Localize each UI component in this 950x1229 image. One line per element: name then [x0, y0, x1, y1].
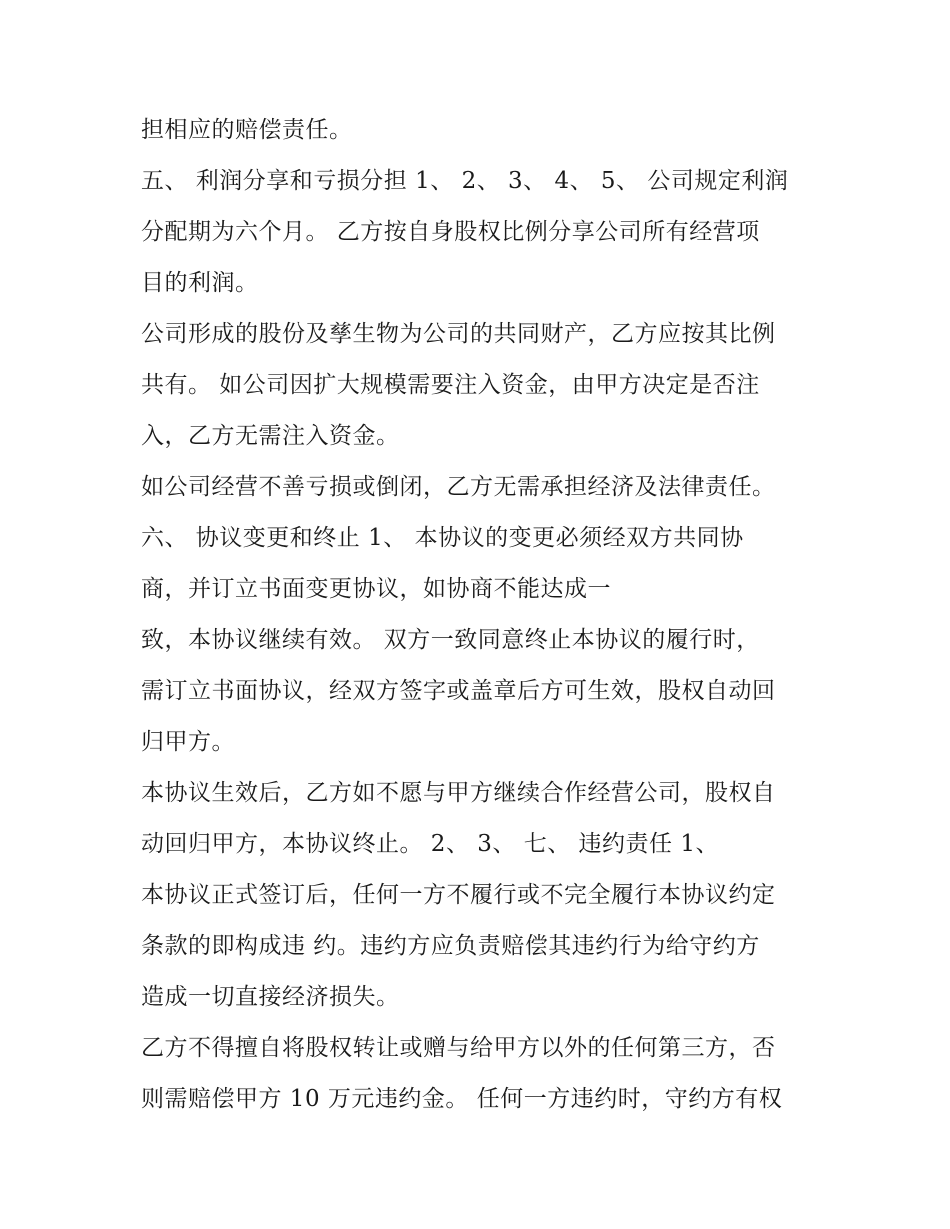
text-line: 乙方不得擅自将股权转让或赠与给甲方以外的任何第三方，否 — [141, 1035, 776, 1061]
text-line: 本协议正式签订后，任何一方不履行或不完全履行本协议约定 — [141, 882, 776, 908]
text-line: 归甲方。 — [141, 729, 235, 755]
text-line: 商，并订立书面变更协议，如协商不能达成一 — [141, 576, 611, 602]
text-line: 如公司经营不善亏损或倒闭，乙方无需承担经济及法律责任。 — [141, 474, 776, 500]
text-line: 担相应的赔偿责任。 — [141, 117, 353, 143]
text-line: 六、 协议变更和终止 1、 本协议的变更必须经双方共同协 — [141, 525, 744, 551]
text-line: 致，本协议继续有效。 双方一致同意终止本协议的履行时， — [141, 627, 760, 653]
text-line: 需订立书面协议，经双方签字或盖章后方可生效，股权自动回 — [141, 678, 776, 704]
text-line: 共有。 如公司因扩大规模需要注入资金，由甲方决定是否注 — [141, 372, 760, 398]
text-line: 公司形成的股份及孳生物为公司的共同财产，乙方应按其比例 — [141, 321, 776, 347]
text-line: 动回归甲方，本协议终止。 2、 3、 七、 违约责任 1、 — [141, 831, 719, 857]
text-line: 本协议生效后，乙方如不愿与甲方继续合作经营公司，股权自 — [141, 780, 776, 806]
text-line: 分配期为六个月。 乙方按自身股权比例分享公司所有经营项 — [141, 219, 760, 245]
document-body — [141, 108, 831, 1128]
text-line: 五、 利润分享和亏损分担 1、 2、 3、 4、 5、 公司规定利润 — [141, 168, 789, 194]
text-line: 入，乙方无需注入资金。 — [141, 423, 400, 449]
text-line: 目的利润。 — [141, 270, 259, 296]
text-line: 则需赔偿甲方 10 万元违约金。 任何一方违约时，守约方有权 — [141, 1086, 783, 1112]
text-line: 条款的即构成违 约。违约方应负责赔偿其违约行为给守约方 — [141, 933, 760, 959]
text-line: 造成一切直接经济损失。 — [141, 984, 400, 1010]
